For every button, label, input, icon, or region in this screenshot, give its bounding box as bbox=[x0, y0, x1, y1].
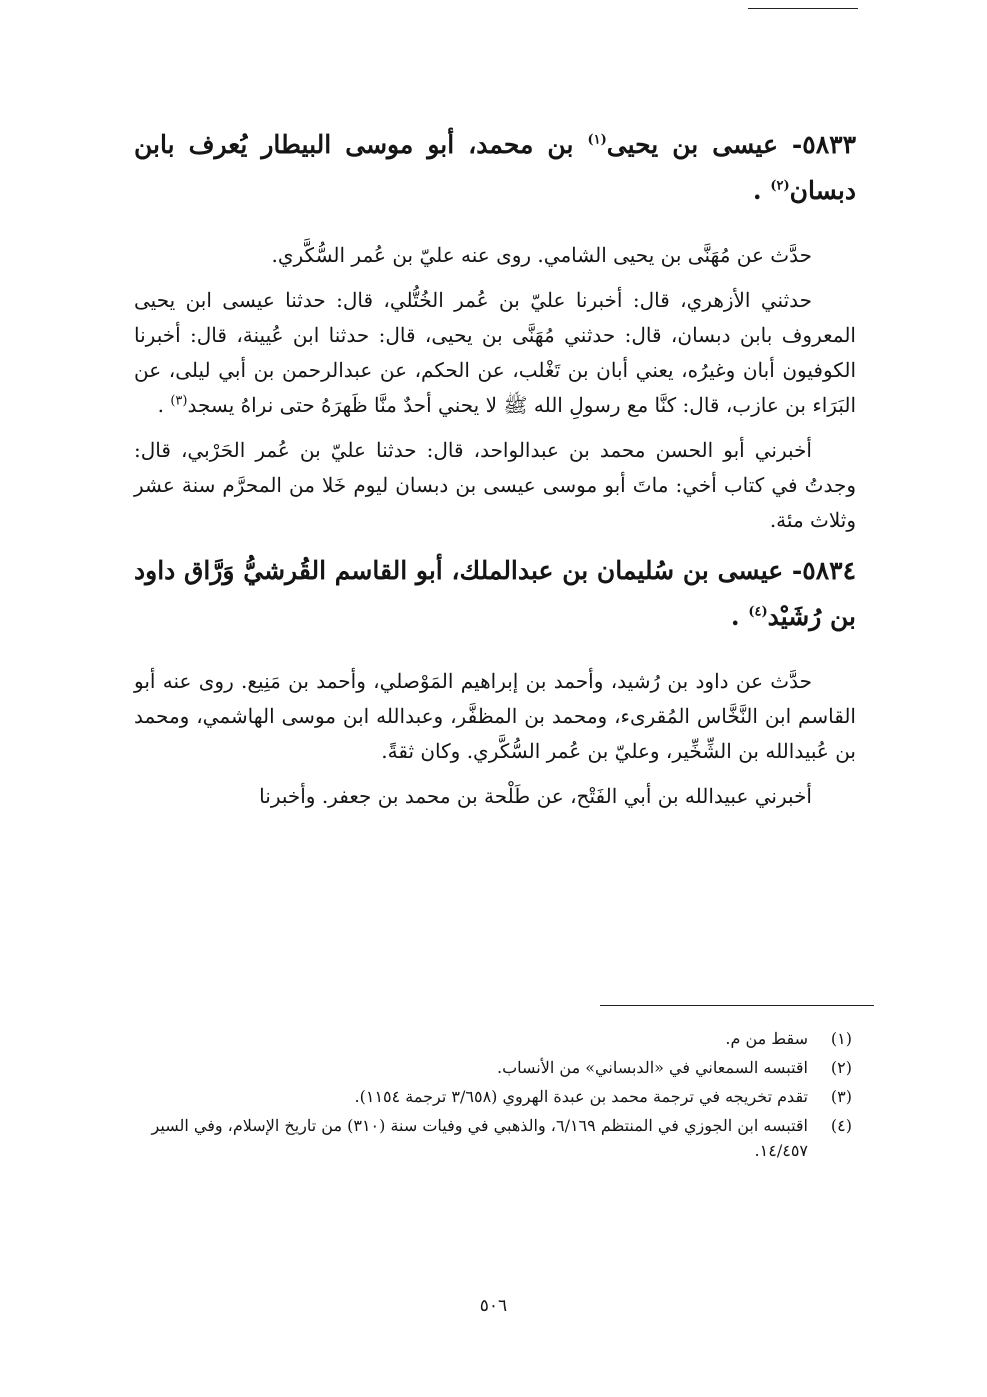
paragraph-text: حدثني الأزهري، قال: أخبرنا عليّ بن عُمر الخُتُّلي، قال: حدثنا عيسى ابن يحيى المعروف بابن دبسان، قال: حدثني مُهَنَّى بن يحيى، قال: حدثنا ابن عُيينة، قال: أخبرنا الكوفيون أبان وغيرُه، يعني أبان بن تَغْلب، عن الحكم، عن عبدالرحمن بن أبي ليلى، عن البَرَاء بن عازب، قال: كنَّا مع رسولِ الله ﷺ لا يحني أحدٌ منَّا ظَهرَهُ حتى نراهُ يسجد bbox=[134, 288, 856, 417]
footnote bbox=[134, 1055, 852, 1080]
paragraph: حدَّث عن داود بن رُشيد، وأحمد بن إبراهيم المَوْصلي، وأحمد بن مَنِيع. روى عنه أبو القاسم ابن النَّخَّاس المُقرىء، ومحمد بن المظفَّر، وعبدالله ابن موسى الهاشمي، ومحمد بن عُبيدالله بن الشِّخِّير، وعليّ بن عُمر السُّكَّري. وكان ثقةً. bbox=[134, 669, 856, 763]
footnotes bbox=[134, 1026, 852, 1167]
footnote bbox=[134, 1026, 852, 1051]
heading-text: ٥٨٣٣- عيسى بن يحيى bbox=[606, 130, 856, 159]
heading-text: . bbox=[752, 176, 771, 205]
entry-heading-5834 bbox=[134, 548, 856, 640]
footnote bbox=[134, 1113, 852, 1163]
footnote-number: (٤) bbox=[830, 1116, 852, 1135]
entry-heading-5833 bbox=[134, 122, 856, 214]
footnote-ref: (٤) bbox=[748, 604, 768, 620]
footnote-text: اقتبسه ابن الجوزي في المنتظم ٦/١٦٩، والذهبي في وفيات سنة (٣١٠) من تاريخ الإسلام، وفي السير ١٤/٤٥٧. bbox=[151, 1116, 808, 1160]
top-rule bbox=[748, 8, 858, 9]
page-number: ٥٠٦ bbox=[479, 1296, 508, 1316]
footnote-number: (٢) bbox=[830, 1058, 852, 1077]
paragraph: حدَّث عن مُهَنَّى بن يحيى الشامي. روى عنه عليّ بن عُمر السُّكَّري. bbox=[271, 243, 812, 267]
footnote-text: تقدم تخريجه في ترجمة محمد بن عبدة الهروي (٣/٦٥٨ ترجمة ١١٥٤). bbox=[354, 1087, 808, 1106]
heading-text: ٥٨٣٤- عيسى بن سُليمان بن عبدالملك، أبو القاسم القُرشيُّ وَرَّاق داود بن رُشَيْد bbox=[134, 556, 856, 631]
footnote-text: سقط من م. bbox=[725, 1029, 808, 1048]
paragraph-text: . bbox=[157, 393, 171, 417]
paragraph: أخبرني عبيدالله بن أبي الفَتْح، عن طَلْحة بن محمد بن جعفر. وأخبرنا bbox=[259, 784, 812, 808]
heading-text: . bbox=[730, 602, 749, 631]
heading-text: بن محمد، أبو موسى البيطار يُعرف بابن دبسان bbox=[134, 130, 856, 205]
paragraph bbox=[134, 283, 856, 423]
footnote-number: (١) bbox=[830, 1029, 852, 1048]
footnote-number: (٣) bbox=[830, 1087, 852, 1106]
footnote-text: اقتبسه السمعاني في «الدبساني» من الأنساب. bbox=[497, 1058, 808, 1077]
main-text bbox=[134, 122, 856, 824]
paragraph: أخبرني أبو الحسن محمد بن عبدالواحد، قال: حدثنا عليّ بن عُمر الحَرْبي، قال: وجدتُ في كتاب أخي: ماتَ أبو موسى عيسى بن دبسان ليوم خَلا من المحرَّم سنة عشر وثلاث مئة. bbox=[134, 438, 856, 532]
footnote-ref: (٣) bbox=[170, 393, 188, 409]
footnote bbox=[134, 1084, 852, 1109]
footnote-ref: (٢) bbox=[770, 178, 790, 194]
footnote-divider bbox=[600, 1005, 874, 1006]
footnote-ref: (١) bbox=[587, 132, 607, 148]
